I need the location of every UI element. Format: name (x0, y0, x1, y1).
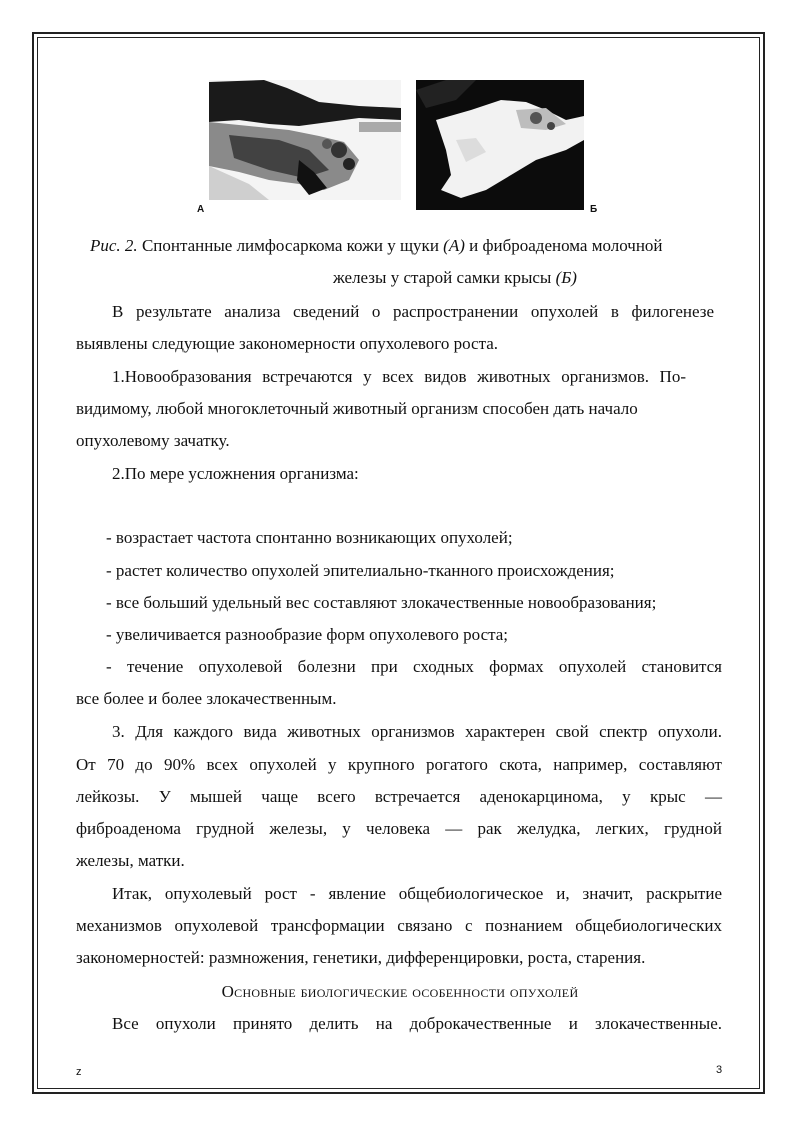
figure-a-photo (209, 80, 401, 200)
caption-mark-b: (Б) (555, 268, 577, 287)
figure-b-label: Б (590, 204, 598, 215)
bullet-item-5-line-2: все более и более злокачественным. (76, 689, 337, 708)
paragraph-conclusion-line-3: закономерностей: размножения, генетики, дифференцировки, роста, старения. (76, 948, 646, 967)
footer-left-mark: z (76, 1066, 82, 1078)
bullet-item-1: - возрастает частота спонтанно возникающих опухолей; (106, 528, 513, 547)
paragraph-intro-line-2: выявлены следующие закономерности опухолевого роста. (76, 334, 498, 353)
paragraph-item3-line-4: фиброаденома грудной железы, у человека — рак желудка, легких, грудной (76, 819, 722, 838)
bullet-item-4: - увеличивается разнообразие форм опухолевого роста; (106, 625, 509, 644)
bullet-item-3: - все больший удельный вес составляют злокачественные новообразования; (106, 593, 657, 612)
paragraph-item3-line-2: От 70 до 90% всех опухолей у крупного рогатого скота, например, составляют (76, 755, 722, 774)
caption-prefix: Рис. 2. (90, 236, 138, 255)
paragraph-item1-line-3: опухолевому зачатку. (76, 431, 230, 450)
section-heading: Основные биологические особенности опухолей (221, 982, 579, 1001)
figure-b-photo (416, 80, 584, 210)
paragraph-intro-line-1: В результате анализа сведений о распространении опухолей в филогенезе (112, 302, 714, 321)
paragraph-conclusion-line-1: Итак, опухолевый рост - явление общебиологическое и, значит, раскрытие (112, 884, 722, 903)
paragraph-item3-line-1: 3. Для каждого вида животных организмов характерен свой спектр опухоли. (112, 722, 722, 741)
paragraph-item1-line-1: 1.Новообразования встречаются у всех видов животных организмов. По- (112, 367, 686, 386)
figure-caption-line-2 (333, 268, 577, 288)
bullet-item-2: - растет количество опухолей эпителиально-тканного происхождения; (106, 561, 615, 580)
paragraph-item3-line-3: лейкозы. У мышей чаще всего встречается аденокарцинома, у крыс — (76, 787, 722, 806)
bullet-item-5-line-1: - течение опухолевой болезни при сходных формах опухолей становится (106, 657, 722, 676)
figure-b-image (416, 80, 598, 215)
figure-a-label: А (197, 204, 205, 215)
caption-text-1: Спонтанные лимфосаркома кожи у щуки (137, 236, 444, 255)
caption-text-2: и фиброаденома молочной (464, 236, 663, 255)
paragraph-last-line: Все опухоли принято делить на доброкачественные и злокачественные. (112, 1014, 722, 1033)
page-number: 3 (716, 1064, 723, 1076)
caption-text-3: железы у старой самки крысы (333, 268, 556, 287)
paragraph-item2: 2.По мере усложнения организма: (112, 464, 359, 483)
figure-caption-line-1 (90, 236, 663, 256)
paragraph-conclusion-line-2: механизмов опухолевой трансформации связано с познанием общебиологических (76, 916, 722, 935)
paragraph-item3-line-5: железы, матки. (76, 851, 185, 870)
caption-mark-a: (А) (443, 236, 465, 255)
figure-a-image (197, 80, 401, 215)
paragraph-item1-line-2: видимому, любой многоклеточный животный организм способен дать начало (76, 399, 638, 418)
